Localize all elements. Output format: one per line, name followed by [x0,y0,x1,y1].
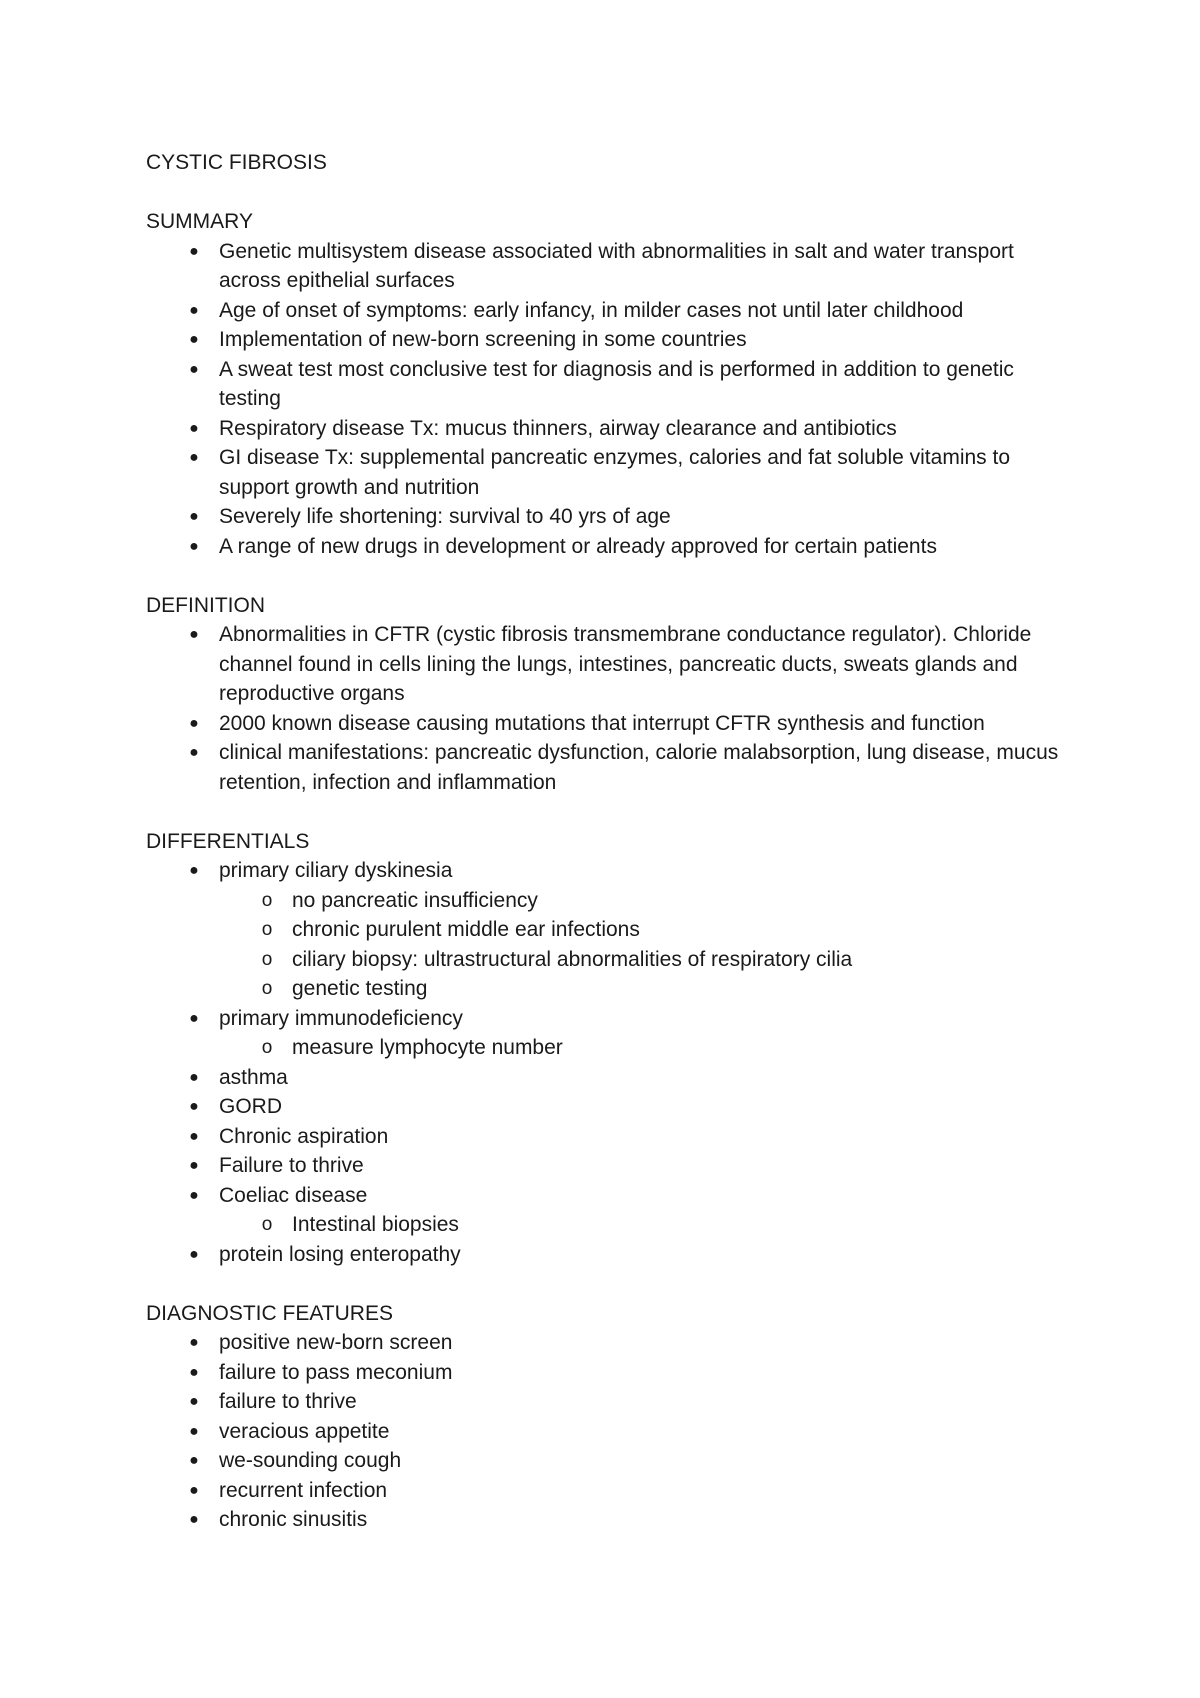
sub-list-item-text: chronic purulent middle ear infections [292,918,640,941]
bullet-list [146,237,1066,562]
document-title: CYSTIC FIBROSIS [146,151,327,174]
bullet-icon: ● [189,537,199,555]
circle-bullet-icon: o [261,1037,273,1058]
sub-list [219,1033,1066,1063]
circle-bullet-icon: o [261,919,273,940]
list-item [146,1358,1066,1388]
section-summary [146,207,1066,561]
list-item [146,532,1066,562]
list-item-text: Severely life shortening: survival to 40 yrs of age [219,505,671,528]
circle-bullet-icon: o [261,889,273,911]
list-item-text: chronic sinusitis [219,1508,368,1531]
sub-list-item-text: no pancreatic insufficiency [292,888,538,912]
list-item-text: protein losing enteropathy [219,1242,461,1266]
list-item [146,237,1066,296]
bullet-icon: ● [189,1127,199,1145]
document-content [146,148,1066,1564]
bullet-icon: ● [189,1422,199,1440]
list-item [146,856,1066,1004]
bullet-icon: ● [189,301,199,319]
bullet-icon: ● [189,360,199,378]
list-item-text: A sweat test most conclusive test for diagnosis and is performed in addition to genetic testing [219,357,1014,410]
list-item-text: primary ciliary dyskinesia [219,859,453,882]
circle-bullet-icon: o [261,948,273,970]
sections-container [146,207,1066,1535]
list-item [146,1387,1066,1417]
sub-list-item [219,915,1066,945]
list-item-text: GI disease Tx: supplemental pancreatic enzymes, calories and fat soluble vitamins to support growth and nutrition [219,446,1011,499]
sub-list-item-text: genetic testing [292,977,428,1000]
list-item-text: Respiratory disease Tx: mucus thinners, airway clearance and antibiotics [219,416,897,440]
bullet-icon: ● [189,1511,199,1528]
bullet-icon: ● [189,449,199,466]
list-item-text: Genetic multisystem disease associated with abnormalities in salt and water transport across epithelial surfaces [219,239,1014,292]
list-item [146,1446,1066,1476]
list-item-text: 2000 known disease causing mutations that interrupt CFTR synthesis and function [219,711,985,735]
list-item-text: GORD [219,1095,282,1118]
list-item [146,414,1066,444]
sub-list [219,1210,1066,1240]
sub-list-item [219,1210,1066,1240]
list-item-text: primary immunodeficiency [219,1006,463,1030]
circle-bullet-icon: o [261,978,273,999]
sub-list-item [219,974,1066,1004]
bullet-icon: ● [189,1245,199,1263]
bullet-icon: ● [189,242,199,260]
section-heading: DEFINITION [146,593,265,617]
list-item [146,1092,1066,1122]
list-item [146,296,1066,326]
list-item-text: Abnormalities in CFTR (cystic fibrosis transmembrane conductance regulator). Chloride channel found in cells lining the lungs, intestines, pancreatic ducts, sweats glands and reproductive organs [219,623,1032,705]
list-item [146,620,1066,709]
bullet-list [146,856,1066,1269]
list-item [146,1417,1066,1447]
sub-list [219,886,1066,1004]
section-heading: DIAGNOSTIC FEATURES [146,1301,393,1325]
bullet-icon: ● [189,419,199,437]
list-item-text: Coeliac disease [219,1183,368,1207]
bullet-icon: ● [189,331,199,348]
bullet-icon: ● [189,1009,199,1027]
list-item [146,1122,1066,1152]
list-item [146,1240,1066,1270]
bullet-icon: ● [189,714,199,732]
list-item [146,443,1066,502]
list-item [146,1181,1066,1240]
list-item-text: Failure to thrive [219,1154,364,1177]
list-item [146,1151,1066,1181]
bullet-icon: ● [189,508,199,525]
list-item [146,1063,1066,1093]
list-item-text: Age of onset of symptoms: early infancy, in milder cases not until later childhood [219,298,964,322]
section-heading: DIFFERENTIALS [146,829,310,853]
list-item-text: we-sounding cough [219,1449,402,1472]
list-item-text: A range of new drugs in development or already approved for certain patients [219,534,937,558]
bullet-icon: ● [189,1098,199,1115]
section-heading: SUMMARY [146,210,253,233]
list-item [146,355,1066,414]
list-item-text: Implementation of new-born screening in some countries [219,328,747,351]
bullet-list [146,1328,1066,1535]
list-item-text: failure to thrive [219,1390,357,1413]
bullet-icon: ● [189,1481,199,1499]
list-item-text: clinical manifestations: pancreatic dysfunction, calorie malabsorption, lung disease, mucus retention, infection and inflammation [219,741,1059,794]
bullet-icon: ● [189,1068,199,1086]
sub-list-item [219,945,1066,975]
bullet-icon: ● [189,1452,199,1469]
bullet-list [146,620,1066,797]
sub-list-item [219,1033,1066,1063]
sub-list-item-text: ciliary biopsy: ultrastructural abnormalities of respiratory cilia [292,947,853,971]
list-item [146,1328,1066,1358]
section-definition [146,591,1066,798]
list-item [146,1505,1066,1535]
list-item [146,325,1066,355]
sub-list-item-text: Intestinal biopsies [292,1213,459,1236]
circle-bullet-icon: o [261,1214,273,1235]
section-diagnostic-features [146,1299,1066,1535]
list-item-text: Chronic aspiration [219,1124,389,1148]
list-item-text: failure to pass meconium [219,1360,453,1384]
bullet-icon: ● [189,1186,199,1204]
bullet-icon: ● [189,1363,199,1381]
list-item [146,709,1066,739]
sub-list-item [219,886,1066,916]
list-item-text: asthma [219,1065,288,1089]
bullet-icon: ● [189,744,199,761]
list-item [146,1476,1066,1506]
list-item [146,738,1066,797]
bullet-icon: ● [189,1334,199,1351]
list-item-text: positive new-born screen [219,1331,453,1354]
section-differentials [146,827,1066,1270]
list-item [146,502,1066,532]
list-item-text: veracious appetite [219,1419,390,1443]
bullet-icon: ● [189,1393,199,1410]
list-item-text: recurrent infection [219,1478,388,1502]
bullet-icon: ● [189,862,199,879]
bullet-icon: ● [189,626,199,643]
sub-list-item-text: measure lymphocyte number [292,1036,563,1059]
list-item [146,1004,1066,1063]
bullet-icon: ● [189,1157,199,1174]
